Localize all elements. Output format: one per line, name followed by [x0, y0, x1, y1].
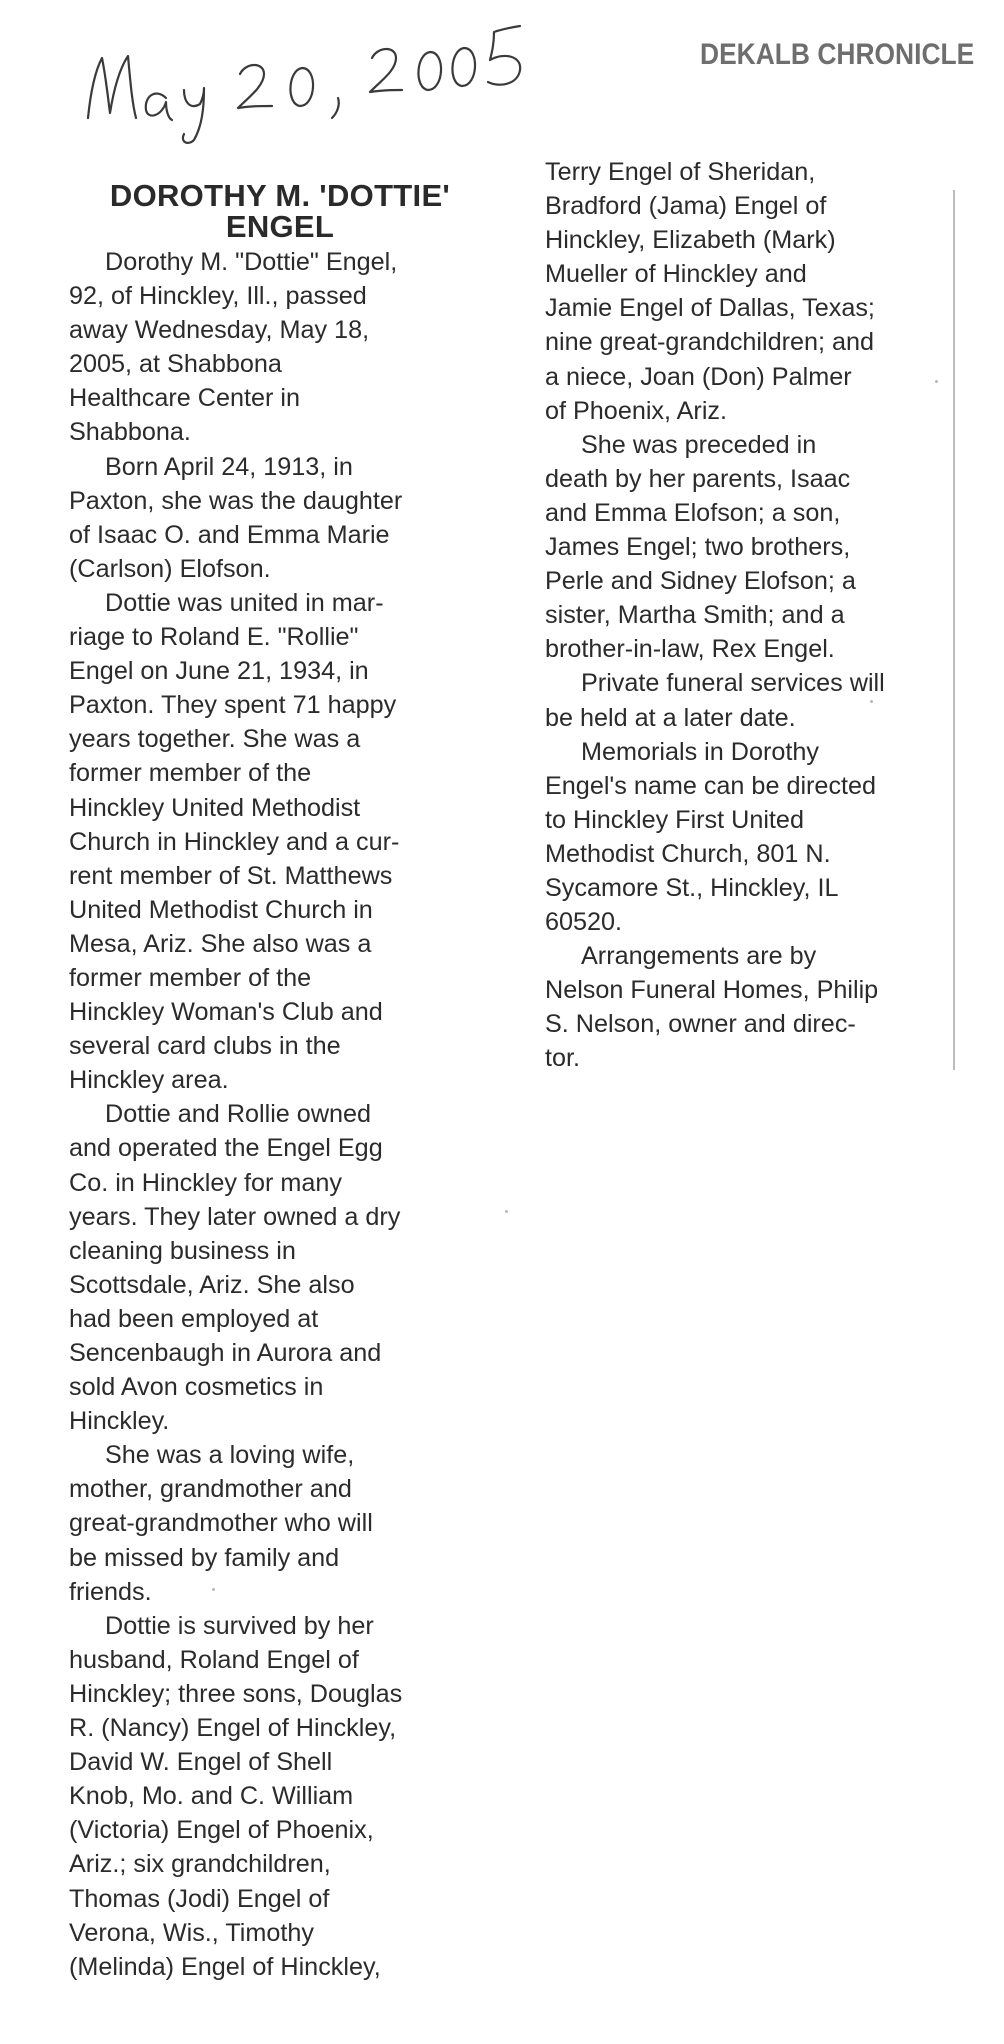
obituary-text-line: United Methodist Church in [69, 895, 373, 924]
obituary-text-line: of Phoenix, Ariz. [545, 396, 728, 425]
obituary-text-line: James Engel; two brothers, [545, 533, 851, 562]
obituary-text-line: (Melinda) Engel of Hinckley, [69, 1952, 381, 1981]
obituary-text-line: sold Avon cosmetics in [69, 1373, 324, 1402]
obituary-text-line: Nelson Funeral Homes, Philip [545, 976, 879, 1005]
obituary-text-line: sister, Martha Smith; and a [545, 601, 845, 630]
obituary-text-line: Hinckley, Elizabeth (Mark) [545, 226, 836, 255]
obituary-text-line: and operated the Engel Egg [69, 1134, 383, 1163]
obituary-text-line: Dottie and Rollie owned [105, 1100, 372, 1129]
handwritten-date [80, 18, 560, 148]
obituary-text-line: Co. in Hinckley for many [69, 1168, 342, 1197]
obituary-text-line: Church in Hinckley and a cur- [69, 827, 400, 856]
print-speck [935, 380, 938, 383]
obituary-text-line: Knob, Mo. and C. William [69, 1782, 354, 1811]
obituary-text-line: Ariz.; six grandchildren, [69, 1850, 331, 1879]
obituary-text-line: Verona, Wis., Timothy [69, 1918, 314, 1947]
obituary-text-line: Hinckley; three sons, Douglas [69, 1679, 403, 1708]
obituary-text-line: Private funeral services will [581, 669, 885, 698]
obituary-text-line: Mesa, Ariz. She also was a [69, 929, 372, 958]
obituary-text-line: Hinckley. [69, 1407, 170, 1436]
obituary-text-line: mother, grandmother and [69, 1475, 352, 1504]
headline-line-2: ENGEL [225, 209, 335, 244]
obituary-text-line: Healthcare Center in [69, 384, 301, 413]
obituary-text-line: years. They later owned a dry [69, 1202, 401, 1231]
print-speck [212, 1588, 215, 1591]
obituary-text-line: (Carlson) Elofson. [69, 554, 271, 583]
headline-line-1: DOROTHY M. 'DOTTIE' [109, 178, 451, 213]
obituary-text-line: Hinckley Woman's Club and [69, 998, 383, 1027]
obituary-text-line: Hinckley United Methodist [69, 793, 361, 822]
obituary-text-line: Dorothy M. "Dottie" Engel, [105, 248, 398, 276]
obituary-text-line: She was preceded in [581, 430, 817, 459]
obituary-text-line: several card clubs in the [69, 1032, 341, 1061]
print-speck [505, 1210, 508, 1213]
obituary-text-line: death by her parents, Isaac [545, 464, 851, 493]
obituary-text-line: Engel on June 21, 1934, in [69, 657, 369, 686]
obituary-text-line: Paxton. They spent 71 happy [69, 691, 397, 720]
obituary-text-line: tor. [545, 1044, 581, 1073]
obituary-text-line: Shabbona. [69, 418, 191, 447]
obituary-text-line: rent member of St. Matthews [69, 861, 393, 890]
obituary-text-line: 2005, at Shabbona [69, 350, 282, 379]
obituary-text-line: and Emma Elofson; a son, [545, 498, 841, 527]
obituary-text-line: great-grandmother who will [69, 1509, 373, 1538]
obituary-text-line: to Hinckley First United [545, 805, 804, 834]
obituary-text-line: cleaning business in [69, 1236, 296, 1265]
obituary-text-line: David W. Engel of Shell [69, 1748, 333, 1777]
obituary-text-line: be missed by family and [69, 1543, 340, 1572]
obituary-text-line: Methodist Church, 801 N. [545, 839, 831, 868]
obituary-headline [70, 180, 490, 242]
newspaper-masthead: DEKALB CHRONICLE [700, 38, 975, 71]
obituary-text-line: Scottsdale, Ariz. She also [69, 1270, 355, 1299]
obituary-text-line: Bradford (Jama) Engel of [545, 192, 827, 221]
obituary-text-line: husband, Roland Engel of [69, 1645, 359, 1674]
obituary-text-line: Engel's name can be directed [545, 771, 877, 800]
obituary-text-line: a niece, Joan (Don) Palmer [545, 362, 852, 391]
print-speck [870, 700, 873, 703]
obituary-text-line: Sencenbaugh in Aurora and [69, 1339, 382, 1367]
obituary-text-line: 60520. [545, 908, 623, 937]
obituary-text-line: R. (Nancy) Engel of Hinckley, [69, 1714, 397, 1743]
obituary-text-line: She was a loving wife, [105, 1441, 355, 1470]
obituary-text-line: Paxton, she was the daughter [69, 486, 403, 515]
obituary-text-line: Jamie Engel of Dallas, Texas; [545, 294, 875, 323]
obituary-text-line: former member of the [69, 759, 312, 788]
obituary-text-line: (Victoria) Engel of Phoenix, [69, 1816, 374, 1845]
obituary-text-line: Dottie was united in mar- [105, 588, 384, 617]
obituary-text-line: Sycamore St., Hinckley, IL [545, 873, 839, 902]
obituary-text-line: Arrangements are by [581, 942, 817, 971]
handwritten-date-drawing [80, 18, 560, 148]
obituary-text-line: nine great-grandchildren; and [545, 328, 875, 357]
obituary-text-line: former member of the [69, 963, 312, 992]
obituary-text-line: Hinckley area. [69, 1066, 229, 1095]
obituary-text-line: riage to Roland E. "Rollie" [69, 623, 359, 652]
column-edge-rule [953, 190, 955, 1070]
obituary-text-line: years together. She was a [69, 725, 361, 754]
obituary-text-line: had been employed at [69, 1304, 319, 1333]
obituary-left-column [69, 245, 499, 1984]
obituary-text-line: Perle and Sidney Elofson; a [545, 567, 856, 596]
obituary-text-line: Memorials in Dorothy [581, 737, 819, 766]
obituary-text-line: brother-in-law, Rex Engel. [545, 635, 835, 664]
obituary-text-line: Dottie is survived by her [105, 1611, 374, 1640]
obituary-text-line: 92, of Hinckley, Ill., passed [69, 282, 367, 311]
obituary-text-line: friends. [69, 1577, 152, 1606]
obituary-text-line: Thomas (Jodi) Engel of [69, 1884, 330, 1913]
obituary-text-line: Mueller of Hinckley and [545, 260, 807, 289]
obituary-right-column [545, 155, 955, 1076]
obituary-text-line: Born April 24, 1913, in [105, 452, 353, 481]
obituary-text-line: be held at a later date. [545, 703, 796, 732]
obituary-text-line: away Wednesday, May 18, [69, 316, 370, 345]
obituary-text-line: of Isaac O. and Emma Marie [69, 520, 390, 549]
obituary-text-line: S. Nelson, owner and direc- [545, 1010, 856, 1039]
obituary-text-line: Terry Engel of Sheridan, [545, 158, 816, 186]
